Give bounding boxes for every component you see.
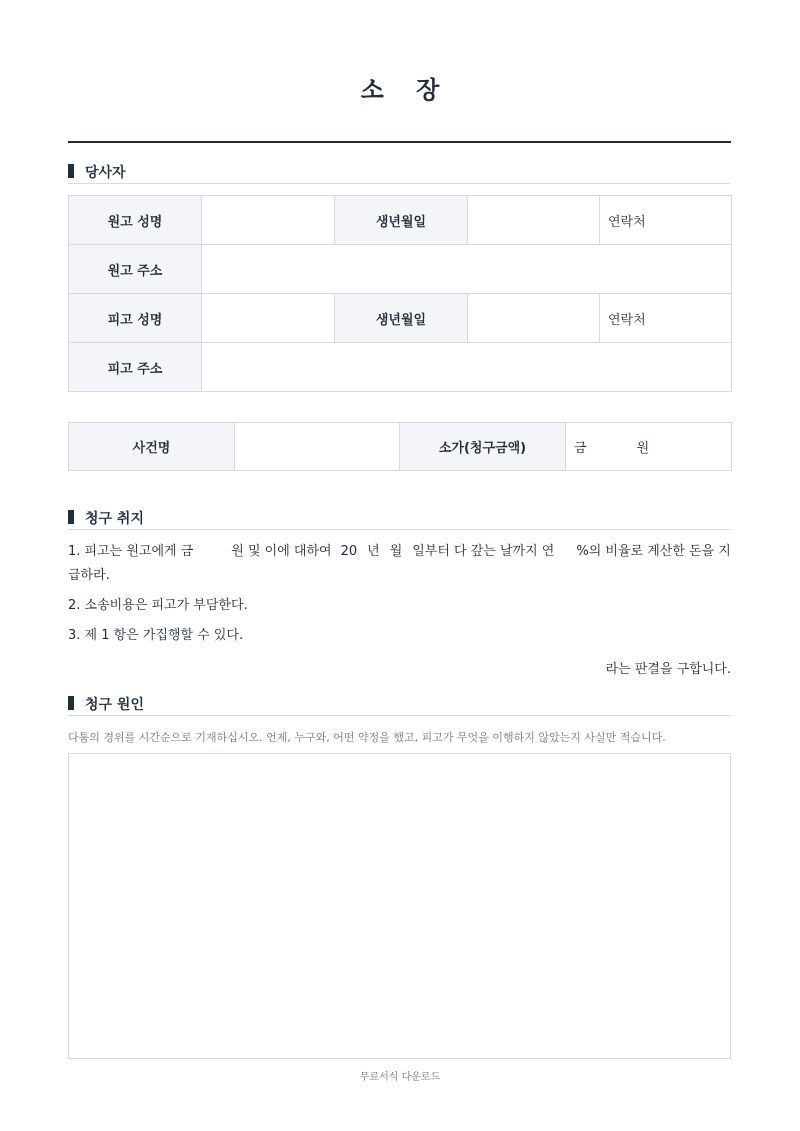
claim-section-header xyxy=(68,508,731,530)
claim-item-1-part-c: 일부터 다 갚는 날까지 연 xyxy=(412,544,555,559)
claim-item-1-part-b: 원 및 이에 대하여 xyxy=(231,544,332,559)
claim-item-1-part-d: %의 비율로 계산한 돈을 지급하라. xyxy=(68,544,731,583)
claim-item-1-part-a: 1. 피고는 원고에게 금 xyxy=(68,544,194,559)
document-title: 소 장 xyxy=(360,76,452,104)
defendant-row xyxy=(69,294,732,343)
claim-item-3: 3. 제 1 항은 가집행할 수 있다. xyxy=(68,628,244,643)
claim-item-2: 2. 소송비용은 피고가 부담한다. xyxy=(68,598,248,613)
case-amount-label: 소가(청구금액) xyxy=(400,423,566,471)
plaintiff-address-label: 원고 주소 xyxy=(69,245,202,294)
parties-table xyxy=(68,195,732,392)
claim-heading: 청구 취지 xyxy=(85,511,144,527)
month-label: 월 xyxy=(389,544,403,559)
cause-section-header xyxy=(68,694,731,716)
judgment-request: 라는 판결을 구합니다. xyxy=(605,662,731,677)
claim-item-1 xyxy=(68,540,731,588)
plaintiff-contact-field[interactable] xyxy=(600,196,732,245)
title-divider xyxy=(68,141,731,143)
year-label: 년 xyxy=(367,544,380,559)
case-row xyxy=(69,423,732,471)
plaintiff-birth-label: 생년월일 xyxy=(335,196,468,245)
case-name-label: 사건명 xyxy=(69,423,235,471)
section-marker-icon xyxy=(68,510,74,524)
defendant-birth-label: 생년월일 xyxy=(335,294,468,343)
plaintiff-birth-field[interactable] xyxy=(468,196,600,245)
defendant-name-field[interactable] xyxy=(202,294,335,343)
plaintiff-address-field[interactable] xyxy=(202,245,732,294)
section-marker-icon xyxy=(68,696,74,710)
plaintiff-name-label: 원고 성명 xyxy=(69,196,202,245)
parties-heading: 당사자 xyxy=(85,165,126,181)
footer-text: 무료서식 다운로드 xyxy=(359,1072,441,1083)
parties-section-header xyxy=(68,162,731,184)
defendant-address-label: 피고 주소 xyxy=(69,343,202,392)
defendant-contact-label: 연락처 xyxy=(608,312,646,328)
defendant-birth-field[interactable] xyxy=(468,294,600,343)
defendant-address-field[interactable] xyxy=(202,343,732,392)
case-table xyxy=(68,422,732,471)
plaintiff-address-row xyxy=(69,245,732,294)
plaintiff-row xyxy=(69,196,732,245)
case-name-field[interactable] xyxy=(235,423,400,471)
plaintiff-name-field[interactable] xyxy=(202,196,335,245)
cause-guide-text: 다툼의 경위를 시간순으로 기재하십시오. 언제, 누구와, 어떤 약정을 했고, 피고가 무엇을 이행하지 않았는지 사실만 적습니다. xyxy=(68,731,666,744)
defendant-address-row xyxy=(69,343,732,392)
defendant-name-label: 피고 성명 xyxy=(69,294,202,343)
section-marker-icon xyxy=(68,164,74,178)
defendant-contact-field[interactable] xyxy=(600,294,732,343)
year-prefix: 20 xyxy=(340,544,358,559)
cause-text-area[interactable] xyxy=(68,753,731,1059)
amount-prefix: 금 xyxy=(574,441,587,456)
cause-heading: 청구 원인 xyxy=(85,697,144,713)
case-amount-field[interactable] xyxy=(566,423,732,471)
plaintiff-contact-label: 연락처 xyxy=(608,214,646,230)
amount-suffix: 원 xyxy=(636,441,650,456)
